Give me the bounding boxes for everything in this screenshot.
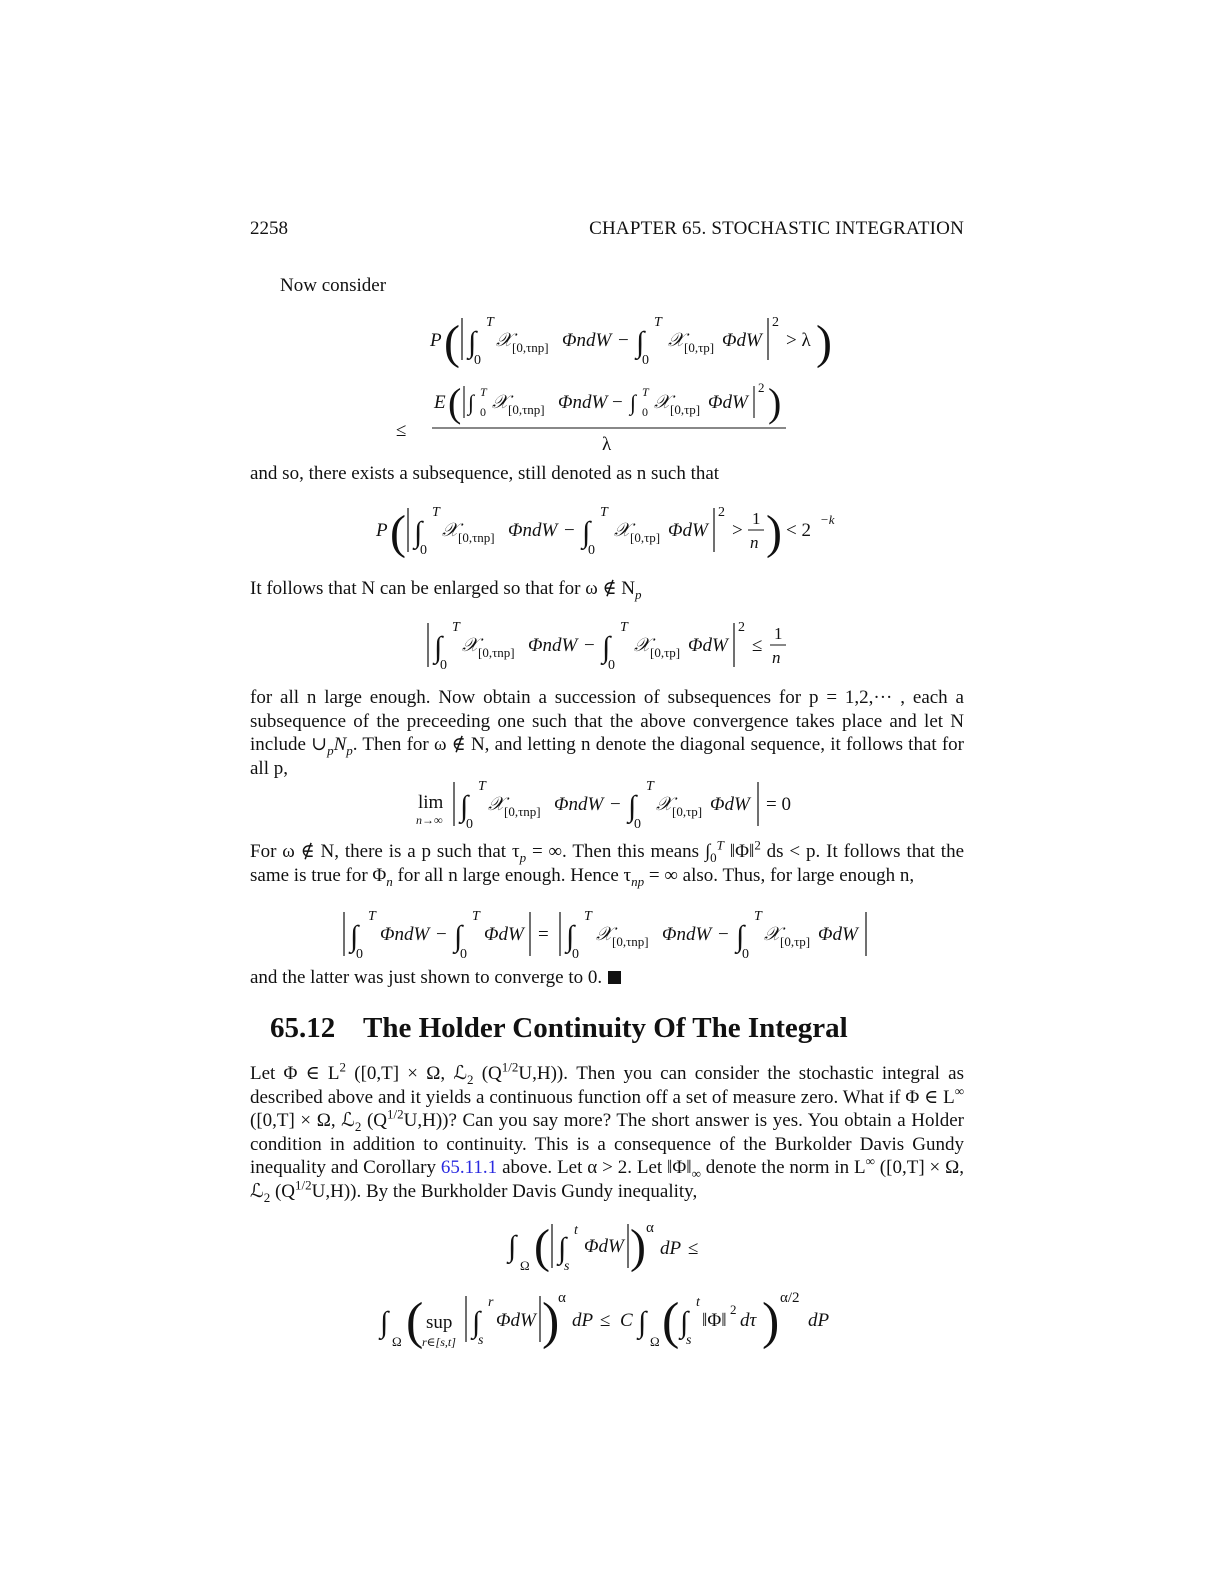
omega-text-4: ds < p. It follows that the same is true for Φ: [250, 841, 965, 886]
equation-3-svg: [250, 617, 964, 673]
eq5-int-1: ∫: [350, 920, 359, 953]
eq7-sq: 2: [730, 1302, 737, 1317]
holder-sup-half-a: 1/2: [501, 1059, 519, 1075]
eq3-frac-den: n: [772, 648, 781, 667]
eq2-phi-dw: ΦdW: [668, 520, 708, 541]
eq3-sub-np: [0,τnp]: [478, 645, 515, 660]
eq-phin-dw-2: ΦndW: [558, 392, 608, 413]
omega-text-5: for all n large enough. Hence τ: [392, 864, 632, 886]
omega-int-upper: T: [716, 837, 724, 853]
holder-sup-half-b: 1/2: [387, 1106, 404, 1122]
equation-limit: [250, 776, 964, 832]
eq-int-1: ∫: [468, 326, 477, 359]
eq4-lim: lim: [418, 792, 444, 813]
holder-t6: (Q: [361, 1110, 388, 1132]
eq-upper-T-3: T: [480, 385, 487, 399]
equation-subsequence: [250, 502, 964, 564]
eq4-chi-1: 𝒳: [488, 794, 505, 815]
eq2-int-1: ∫: [414, 516, 423, 549]
eq6-phi-dw: ΦdW: [584, 1236, 624, 1257]
holder-t11: (Q: [270, 1180, 295, 1202]
eq2-sub-np: [0,τnp]: [458, 530, 495, 545]
eq3-lower-0-2: 0: [608, 658, 615, 673]
eq2-minus: −: [564, 520, 575, 541]
eq-upper-T-2: T: [654, 315, 662, 330]
eq5-phin-dw-1: ΦndW: [380, 924, 430, 945]
holder-sup-inf-b: ∞: [865, 1154, 875, 1170]
eq4-lower-0-2: 0: [634, 817, 641, 832]
eq3-chi-2: 𝒳: [634, 635, 651, 656]
eq5-int-4: ∫: [736, 920, 745, 953]
paragraph-latter: [250, 966, 964, 990]
eq2-P: P: [376, 520, 388, 541]
holder-sub-2b: 2: [354, 1118, 362, 1134]
eq6-alpha: α: [646, 1220, 654, 1236]
for-all-text-1: for all n large enough. Now obtain a succession of subsequences for p = 1,2,··· , each a subsequence of the preceeding one such that the above convergence takes place and let N include ∪: [250, 687, 964, 756]
eq5-phi-dw-2: ΦdW: [818, 924, 858, 945]
eq2-gt: >: [732, 520, 743, 541]
eq2-lower-0-2: 0: [588, 543, 595, 558]
eq3-sub-p: [0,τp]: [650, 645, 681, 660]
holder-sup-half-c: 1/2: [295, 1177, 312, 1193]
paragraph-holder: [250, 1059, 964, 1205]
eq7-omega-sub-1: Ω: [392, 1334, 402, 1349]
eq7-dtau: dτ: [740, 1310, 757, 1331]
eq-lower-0-2: 0: [642, 353, 649, 368]
eq7-sup-sub: r∈[s,t]: [422, 1335, 456, 1349]
omega-sq: 2: [754, 837, 761, 853]
equation-enlarged-N: [250, 617, 964, 673]
eq-upper-T-4: T: [642, 385, 649, 399]
equation-bdg-1: [250, 1214, 964, 1278]
eq7-alpha: α: [558, 1290, 566, 1306]
eq4-lim-sub: n→∞: [416, 813, 443, 827]
eq-le: ≤: [396, 420, 407, 441]
eq6-lparen: (: [534, 1220, 550, 1273]
eq-int-4: ∫: [630, 390, 637, 415]
eq-sub-p-2: [0,τp]: [670, 402, 701, 417]
eq6-int-omega: ∫: [508, 1230, 517, 1263]
eq2-rparen: ): [766, 506, 782, 559]
eq2-lparen: (: [390, 506, 406, 559]
eq-chi-1: 𝒳: [496, 330, 513, 351]
eq7-norm: ‖Φ‖: [702, 1310, 727, 1331]
eq2-chi-1: 𝒳: [442, 520, 459, 541]
eq7-sup: sup: [426, 1312, 453, 1333]
holder-t9: denote the norm in L: [700, 1157, 866, 1179]
eq-sub-p-1: [0,τp]: [684, 340, 715, 355]
eq2-frac-den: n: [750, 533, 759, 552]
eq-phi-dw-2: ΦdW: [708, 392, 748, 413]
qed-square-icon: [608, 971, 621, 984]
eq7-lower-s-2: s: [686, 1333, 692, 1348]
eq2-sub-p: [0,τp]: [630, 530, 661, 545]
eq3-sq: 2: [738, 620, 745, 635]
eq3-phin-dw: ΦndW: [528, 635, 578, 656]
holder-t8: above. Let α > 2. Let ‖Φ‖: [497, 1157, 692, 1179]
eq7-omega-sub-2: Ω: [650, 1334, 660, 1349]
eq4-int-2: ∫: [628, 790, 637, 823]
eq-lower-0-3: 0: [480, 405, 486, 419]
paragraph-subsequence: and so, there exists a subsequence, still denoted as n such that: [250, 463, 720, 484]
eq-sq-2: 2: [758, 380, 765, 395]
eq5-phi-dw-1: ΦdW: [484, 924, 524, 945]
eq3-int-2: ∫: [602, 631, 611, 664]
eq-chi-4: 𝒳: [654, 392, 671, 413]
equation-7-svg: [250, 1284, 964, 1354]
eq5-int-2: ∫: [454, 920, 463, 953]
eq6-le: ≤: [688, 1238, 699, 1259]
eq-chi-3: 𝒳: [492, 392, 509, 413]
eq4-int-1: ∫: [460, 790, 469, 823]
eq4-lower-0-1: 0: [466, 817, 473, 832]
eq-P: P: [430, 330, 442, 351]
eq4-upper-T-1: T: [478, 779, 486, 794]
equation-6-svg: [250, 1214, 964, 1278]
eq3-chi-1: 𝒳: [462, 635, 479, 656]
eq3-frac-num: 1: [774, 624, 783, 643]
section-heading: [270, 1012, 848, 1045]
eq4-chi-2: 𝒳: [656, 794, 673, 815]
holder-t2: ([0,T] × Ω, ℒ: [346, 1063, 467, 1084]
eq4-phin-dw: ΦndW: [554, 794, 604, 815]
eq2-chi-2: 𝒳: [614, 520, 631, 541]
eq-rparen: ): [816, 316, 832, 369]
eq4-phi-dw: ΦdW: [710, 794, 750, 815]
eq-phi-dw-1: ΦdW: [722, 330, 762, 351]
eq7-rparen-1: ): [542, 1293, 560, 1350]
eq2-upper-T-2: T: [600, 505, 608, 520]
omega-text-1: For ω ∉ N, there is a p such that τ: [250, 841, 520, 862]
eq-gt-lambda: > λ: [786, 330, 811, 351]
eq3-int-1: ∫: [434, 631, 443, 664]
eq-lower-0-1: 0: [474, 353, 481, 368]
running-title: CHAPTER 65. STOCHASTIC INTEGRATION: [589, 218, 964, 239]
eq5-equals: =: [538, 924, 549, 945]
section-number: 65.12: [270, 1012, 336, 1044]
eq-lparen-2: (: [448, 380, 462, 425]
for-all-text-3: . Then for ω ∉ N, and letting n denote the diagonal sequence, it follows that for all p,: [250, 734, 965, 779]
for-all-text-2: N: [333, 734, 347, 756]
eq-int-3: ∫: [468, 390, 475, 415]
equation-probability-bound: [250, 312, 964, 462]
eq-rparen-2: ): [768, 380, 782, 425]
eq-sub-np-1: [0,τnp]: [512, 340, 549, 355]
eq5-upper-T-3: T: [584, 909, 592, 924]
holder-sup-2: 2: [339, 1059, 347, 1075]
eq2-sq: 2: [718, 505, 725, 520]
eq5-sub-np: [0,τnp]: [612, 934, 649, 949]
eq5-upper-T-1: T: [368, 909, 376, 924]
holder-t7: U,H))? Can you say more? The short answer is yes. You obtain a Holder condition in addition to continuity. This is a consequence of the Burkolder Davis Gundy inequality and Corollary: [250, 1110, 964, 1179]
eq4-sub-p: [0,τp]: [672, 804, 703, 819]
follows-text: It follows that N can be enlarged so that for ω ∉ N: [250, 578, 636, 599]
eq5-phin-dw-2: ΦndW: [662, 924, 712, 945]
latter-text: and the latter was just shown to converge to 0.: [250, 967, 603, 988]
eq7-upper-r: r: [488, 1295, 494, 1310]
holder-sub-2a: 2: [467, 1071, 474, 1087]
eq6-omega-sub: Ω: [520, 1258, 530, 1273]
holder-sup-inf-a: ∞: [954, 1083, 964, 1099]
eq7-lparen-1: (: [406, 1293, 424, 1350]
eq7-upper-t: t: [696, 1295, 700, 1310]
eq3-upper-T-2: T: [620, 620, 628, 635]
omega-sub-1: p: [519, 849, 527, 865]
omega-text-2: = ∞. Then this means ∫: [526, 841, 711, 862]
eq2-lower-0-1: 0: [420, 543, 427, 558]
eq-lparen: (: [444, 316, 460, 369]
eq4-minus: −: [610, 794, 621, 815]
eq-upper-T-1: T: [486, 315, 494, 330]
omega-sub-2: n: [386, 873, 393, 889]
eq7-rparen-2: ): [762, 1293, 780, 1350]
eq-chi-2: 𝒳: [668, 330, 685, 351]
eq2-upper-T-1: T: [432, 505, 440, 520]
paragraph-for-all-n: [250, 686, 964, 780]
holder-t5: ([0,T] × Ω, ℒ: [250, 1110, 355, 1132]
eq5-minus-1: −: [436, 924, 447, 945]
eq5-chi-1: 𝒳: [596, 924, 613, 945]
for-all-sub-2: p: [346, 742, 353, 758]
eq3-le: ≤: [752, 635, 763, 656]
eq2-frac-num: 1: [752, 509, 761, 528]
eq5-upper-T-4: T: [754, 909, 762, 924]
eq7-int-2: ∫: [680, 1306, 689, 1339]
eq7-alpha-half: α/2: [780, 1290, 800, 1306]
eq7-lower-s: s: [478, 1333, 484, 1348]
holder-t12: U,H)). By the Burkholder Davis Gundy inequality,: [311, 1180, 698, 1202]
equation-bdg-2: [250, 1284, 964, 1354]
eq4-eq0: = 0: [766, 794, 791, 815]
holder-sub-2c: 2: [263, 1189, 271, 1205]
eq2-exp-negk: −k: [820, 512, 835, 527]
eq-minus-2: −: [612, 392, 623, 413]
eq7-C: C: [620, 1310, 633, 1331]
follows-sub: p: [635, 586, 642, 602]
eq-sub-np-2: [0,τnp]: [508, 402, 545, 417]
holder-t3: (Q: [473, 1063, 502, 1084]
eq5-chi-2: 𝒳: [764, 924, 781, 945]
eq4-sub-np: [0,τnp]: [504, 804, 541, 819]
eq7-int-omega-2: ∫: [638, 1306, 647, 1339]
eq7-dP-2: dP: [808, 1310, 830, 1331]
holder-t4: U,H)). Then you can consider the stochastic integral as described above and it yields a continuous function off a set of measure zero. What if Φ ∈ L: [250, 1063, 964, 1108]
equation-equality: [250, 906, 964, 962]
eq2-int-2: ∫: [582, 516, 591, 549]
omega-int-lower: 0: [710, 849, 717, 865]
eq6-dP: dP: [660, 1238, 682, 1259]
eq5-lower-0-3: 0: [572, 947, 579, 962]
eq5-upper-T-2: T: [472, 909, 480, 924]
eq5-lower-0-4: 0: [742, 947, 749, 962]
holder-t1: Let Φ ∈ L: [250, 1063, 340, 1084]
equation-4-svg: [250, 776, 964, 832]
eq-phin-dw-1: ΦndW: [562, 330, 612, 351]
eq6-int: ∫: [558, 1232, 567, 1265]
eq3-minus: −: [584, 635, 595, 656]
eq7-int: ∫: [472, 1306, 481, 1339]
eq5-int-3: ∫: [566, 920, 575, 953]
section-title: The Holder Continuity Of The Integral: [363, 1012, 848, 1044]
eq5-minus-2: −: [718, 924, 729, 945]
paragraph-follows: [250, 577, 964, 601]
eq3-upper-T-1: T: [452, 620, 460, 635]
eq-E: E: [434, 392, 446, 413]
eq2-lt-2: < 2: [786, 520, 811, 541]
eq5-lower-0-1: 0: [356, 947, 363, 962]
omega-text-6: = ∞ also. Thus, for large enough n,: [644, 864, 915, 886]
eq7-int-omega-1: ∫: [380, 1306, 389, 1339]
eq-int-2: ∫: [636, 326, 645, 359]
eq6-lower-s: s: [564, 1259, 570, 1274]
eq7-le: ≤: [600, 1310, 611, 1331]
corollary-link[interactable]: 65.11.1: [440, 1157, 498, 1179]
eq4-upper-T-2: T: [646, 779, 654, 794]
omega-text-3: ‖Φ‖: [723, 841, 755, 862]
eq3-lower-0-1: 0: [440, 658, 447, 673]
for-all-sub-1: p: [327, 742, 334, 758]
paragraph-now-consider: Now consider: [280, 275, 387, 296]
paragraph-for-omega: [250, 837, 965, 889]
eq2-phin-dw: ΦndW: [508, 520, 558, 541]
eq5-sub-p: [0,τp]: [780, 934, 811, 949]
equation-1-svg: [250, 312, 964, 462]
eq6-rparen: ): [630, 1220, 646, 1273]
page-number: 2258: [250, 218, 288, 239]
eq-lambda-denominator: λ: [602, 434, 612, 455]
equation-2-svg: [250, 502, 964, 564]
eq-lower-0-4: 0: [642, 405, 648, 419]
eq7-phi-dw: ΦdW: [496, 1310, 536, 1331]
eq-minus-1: −: [618, 330, 629, 351]
eq7-dP-1: dP: [572, 1310, 594, 1331]
eq7-lparen-2: (: [662, 1293, 680, 1350]
holder-sub-inf: ∞: [691, 1166, 701, 1182]
eq5-lower-0-2: 0: [460, 947, 467, 962]
eq-sq-1: 2: [772, 315, 779, 330]
holder-t10: ([0,T] × Ω, ℒ: [250, 1157, 964, 1202]
eq3-phi-dw: ΦdW: [688, 635, 728, 656]
eq6-upper-t: t: [574, 1223, 578, 1238]
equation-5-svg: [250, 906, 964, 962]
omega-sub-3: np: [631, 873, 645, 889]
